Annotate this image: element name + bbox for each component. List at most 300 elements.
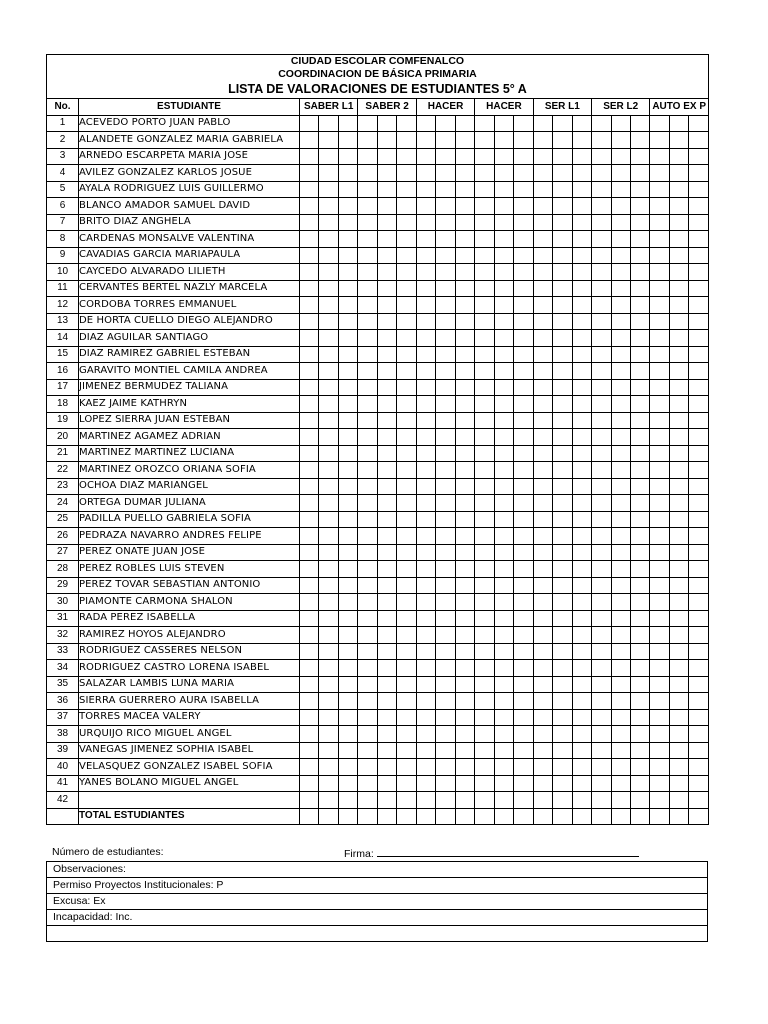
grade-cell[interactable] [514,759,533,776]
grade-cell[interactable] [514,742,533,759]
grade-cell[interactable] [514,363,533,380]
grade-cell[interactable] [300,627,319,644]
grade-cell[interactable] [358,132,377,149]
grade-cell[interactable] [455,627,474,644]
grade-cell[interactable] [397,544,416,561]
grade-cell[interactable] [553,561,572,578]
grade-cell[interactable] [455,231,474,248]
grade-cell[interactable] [416,643,435,660]
grade-cell[interactable] [553,280,572,297]
grade-cell[interactable] [475,511,494,528]
grade-cell[interactable] [397,759,416,776]
grade-cell[interactable] [592,709,611,726]
grade-cell[interactable] [533,742,552,759]
grade-cell[interactable] [611,577,630,594]
grade-cell[interactable] [533,330,552,347]
grade-cell[interactable] [475,363,494,380]
grade-cell[interactable] [319,610,338,627]
grade-cell[interactable] [611,808,630,825]
grade-cell[interactable] [689,330,709,347]
grade-cell[interactable] [669,808,688,825]
grade-cell[interactable] [553,132,572,149]
grade-cell[interactable] [650,247,669,264]
grade-cell[interactable] [650,742,669,759]
grade-cell[interactable] [533,165,552,182]
grade-cell[interactable] [592,544,611,561]
grade-cell[interactable] [300,742,319,759]
grade-cell[interactable] [533,610,552,627]
grade-cell[interactable] [494,726,513,743]
grade-cell[interactable] [630,214,649,231]
grade-cell[interactable] [514,181,533,198]
grade-cell[interactable] [300,660,319,677]
grade-cell[interactable] [455,742,474,759]
grade-cell[interactable] [494,280,513,297]
grade-cell[interactable] [630,412,649,429]
grade-cell[interactable] [436,495,455,512]
grade-cell[interactable] [611,478,630,495]
grade-cell[interactable] [650,610,669,627]
grade-cell[interactable] [572,726,591,743]
grade-cell[interactable] [572,412,591,429]
grade-cell[interactable] [416,544,435,561]
grade-cell[interactable] [553,346,572,363]
grade-cell[interactable] [436,742,455,759]
grade-cell[interactable] [494,561,513,578]
grade-cell[interactable] [455,412,474,429]
grade-cell[interactable] [611,792,630,809]
grade-cell[interactable] [630,742,649,759]
grade-cell[interactable] [669,478,688,495]
grade-cell[interactable] [572,792,591,809]
grade-cell[interactable] [475,594,494,611]
grade-cell[interactable] [455,198,474,215]
grade-cell[interactable] [689,759,709,776]
grade-cell[interactable] [553,643,572,660]
grade-cell[interactable] [572,231,591,248]
grade-cell[interactable] [475,577,494,594]
grade-cell[interactable] [377,231,396,248]
grade-cell[interactable] [572,759,591,776]
grade-cell[interactable] [436,792,455,809]
grade-cell[interactable] [358,676,377,693]
grade-cell[interactable] [611,181,630,198]
grade-cell[interactable] [338,412,357,429]
grade-cell[interactable] [416,742,435,759]
grade-cell[interactable] [377,627,396,644]
grade-cell[interactable] [319,693,338,710]
grade-cell[interactable] [592,115,611,132]
grade-cell[interactable] [358,297,377,314]
grade-cell[interactable] [319,511,338,528]
grade-cell[interactable] [377,132,396,149]
grade-cell[interactable] [358,231,377,248]
grade-cell[interactable] [494,709,513,726]
grade-cell[interactable] [300,181,319,198]
grade-cell[interactable] [553,742,572,759]
grade-cell[interactable] [514,231,533,248]
grade-cell[interactable] [397,742,416,759]
grade-cell[interactable] [553,330,572,347]
grade-cell[interactable] [611,594,630,611]
grade-cell[interactable] [514,544,533,561]
grade-cell[interactable] [533,264,552,281]
grade-cell[interactable] [533,627,552,644]
grade-cell[interactable] [358,544,377,561]
grade-cell[interactable] [514,643,533,660]
grade-cell[interactable] [533,709,552,726]
grade-cell[interactable] [436,148,455,165]
grade-cell[interactable] [611,511,630,528]
grade-cell[interactable] [494,462,513,479]
grade-cell[interactable] [533,561,552,578]
grade-cell[interactable] [650,363,669,380]
grade-cell[interactable] [397,676,416,693]
signature-field[interactable] [344,846,639,860]
grade-cell[interactable] [455,445,474,462]
grade-cell[interactable] [650,297,669,314]
grade-cell[interactable] [436,264,455,281]
grade-cell[interactable] [358,429,377,446]
grade-cell[interactable] [494,610,513,627]
grade-cell[interactable] [689,511,709,528]
grade-cell[interactable] [572,544,591,561]
grade-cell[interactable] [397,396,416,413]
grade-cell[interactable] [338,610,357,627]
grade-cell[interactable] [592,577,611,594]
grade-cell[interactable] [689,396,709,413]
grade-cell[interactable] [358,165,377,182]
grade-cell[interactable] [630,693,649,710]
grade-cell[interactable] [514,330,533,347]
grade-cell[interactable] [475,379,494,396]
grade-cell[interactable] [416,775,435,792]
grade-cell[interactable] [572,808,591,825]
grade-cell[interactable] [494,412,513,429]
grade-cell[interactable] [436,561,455,578]
grade-cell[interactable] [416,280,435,297]
grade-cell[interactable] [455,775,474,792]
grade-cell[interactable] [319,280,338,297]
grade-cell[interactable] [475,198,494,215]
grade-cell[interactable] [436,610,455,627]
grade-cell[interactable] [553,792,572,809]
grade-cell[interactable] [416,396,435,413]
grade-cell[interactable] [572,693,591,710]
grade-cell[interactable] [397,231,416,248]
grade-cell[interactable] [319,528,338,545]
grade-cell[interactable] [358,346,377,363]
grade-cell[interactable] [572,297,591,314]
grade-cell[interactable] [514,676,533,693]
grade-cell[interactable] [650,709,669,726]
grade-cell[interactable] [338,726,357,743]
grade-cell[interactable] [455,693,474,710]
grade-cell[interactable] [689,478,709,495]
grade-cell[interactable] [592,478,611,495]
grade-cell[interactable] [650,231,669,248]
grade-cell[interactable] [630,544,649,561]
grade-cell[interactable] [533,544,552,561]
grade-cell[interactable] [650,676,669,693]
grade-cell[interactable] [436,396,455,413]
grade-cell[interactable] [377,165,396,182]
grade-cell[interactable] [436,214,455,231]
grade-cell[interactable] [592,561,611,578]
grade-cell[interactable] [592,363,611,380]
grade-cell[interactable] [630,132,649,149]
grade-cell[interactable] [455,115,474,132]
grade-cell[interactable] [514,297,533,314]
grade-cell[interactable] [650,759,669,776]
grade-cell[interactable] [319,148,338,165]
grade-cell[interactable] [338,693,357,710]
grade-cell[interactable] [338,132,357,149]
grade-cell[interactable] [689,214,709,231]
grade-cell[interactable] [611,693,630,710]
grade-cell[interactable] [650,627,669,644]
grade-cell[interactable] [475,693,494,710]
grade-cell[interactable] [319,181,338,198]
grade-cell[interactable] [553,544,572,561]
grade-cell[interactable] [475,115,494,132]
grade-cell[interactable] [514,693,533,710]
grade-cell[interactable] [358,561,377,578]
grade-cell[interactable] [669,544,688,561]
grade-cell[interactable] [319,330,338,347]
grade-cell[interactable] [397,198,416,215]
grade-cell[interactable] [553,577,572,594]
grade-cell[interactable] [553,627,572,644]
grade-cell[interactable] [338,511,357,528]
grade-cell[interactable] [416,511,435,528]
grade-cell[interactable] [553,676,572,693]
grade-cell[interactable] [358,148,377,165]
grade-cell[interactable] [416,676,435,693]
grade-cell[interactable] [533,759,552,776]
grade-cell[interactable] [494,627,513,644]
grade-cell[interactable] [650,495,669,512]
grade-cell[interactable] [592,528,611,545]
grade-cell[interactable] [592,759,611,776]
grade-cell[interactable] [533,280,552,297]
grade-cell[interactable] [689,544,709,561]
grade-cell[interactable] [689,577,709,594]
grade-cell[interactable] [669,660,688,677]
grade-cell[interactable] [630,561,649,578]
grade-cell[interactable] [630,759,649,776]
grade-cell[interactable] [630,247,649,264]
grade-cell[interactable] [397,594,416,611]
grade-cell[interactable] [669,313,688,330]
grade-cell[interactable] [436,627,455,644]
grade-cell[interactable] [592,396,611,413]
grade-cell[interactable] [475,165,494,182]
grade-cell[interactable] [689,412,709,429]
grade-cell[interactable] [358,280,377,297]
grade-cell[interactable] [338,264,357,281]
grade-cell[interactable] [572,181,591,198]
grade-cell[interactable] [300,214,319,231]
grade-cell[interactable] [338,148,357,165]
grade-cell[interactable] [494,379,513,396]
grade-cell[interactable] [397,643,416,660]
grade-cell[interactable] [611,247,630,264]
grade-cell[interactable] [689,247,709,264]
grade-cell[interactable] [416,330,435,347]
grade-cell[interactable] [338,775,357,792]
grade-cell[interactable] [689,676,709,693]
grade-cell[interactable] [630,148,649,165]
grade-cell[interactable] [592,330,611,347]
grade-cell[interactable] [319,709,338,726]
grade-cell[interactable] [475,478,494,495]
grade-cell[interactable] [377,759,396,776]
grade-cell[interactable] [611,165,630,182]
grade-cell[interactable] [669,775,688,792]
grade-cell[interactable] [669,759,688,776]
grade-cell[interactable] [630,379,649,396]
grade-cell[interactable] [377,396,396,413]
grade-cell[interactable] [494,165,513,182]
grade-cell[interactable] [611,445,630,462]
grade-cell[interactable] [338,297,357,314]
grade-cell[interactable] [553,693,572,710]
grade-cell[interactable] [377,181,396,198]
grade-cell[interactable] [300,610,319,627]
grade-cell[interactable] [592,511,611,528]
grade-cell[interactable] [338,165,357,182]
grade-cell[interactable] [533,148,552,165]
grade-cell[interactable] [436,429,455,446]
grade-cell[interactable] [338,346,357,363]
grade-cell[interactable] [514,511,533,528]
grade-cell[interactable] [300,313,319,330]
grade-cell[interactable] [300,577,319,594]
grade-cell[interactable] [455,379,474,396]
grade-cell[interactable] [358,775,377,792]
grade-cell[interactable] [572,115,591,132]
grade-cell[interactable] [592,148,611,165]
grade-cell[interactable] [533,132,552,149]
grade-cell[interactable] [494,792,513,809]
grade-cell[interactable] [533,346,552,363]
grade-cell[interactable] [494,775,513,792]
grade-cell[interactable] [319,264,338,281]
grade-cell[interactable] [436,445,455,462]
grade-cell[interactable] [630,643,649,660]
grade-cell[interactable] [650,396,669,413]
grade-cell[interactable] [611,330,630,347]
grade-cell[interactable] [436,313,455,330]
grade-cell[interactable] [611,462,630,479]
grade-cell[interactable] [436,132,455,149]
grade-cell[interactable] [397,148,416,165]
grade-cell[interactable] [436,808,455,825]
grade-cell[interactable] [455,247,474,264]
grade-cell[interactable] [630,363,649,380]
grade-cell[interactable] [592,231,611,248]
grade-cell[interactable] [358,363,377,380]
grade-cell[interactable] [436,412,455,429]
grade-cell[interactable] [475,148,494,165]
grade-cell[interactable] [338,544,357,561]
grade-cell[interactable] [669,594,688,611]
grade-cell[interactable] [592,165,611,182]
grade-cell[interactable] [377,412,396,429]
grade-cell[interactable] [514,627,533,644]
grade-cell[interactable] [630,115,649,132]
grade-cell[interactable] [630,198,649,215]
grade-cell[interactable] [436,297,455,314]
grade-cell[interactable] [377,561,396,578]
grade-cell[interactable] [319,643,338,660]
grade-cell[interactable] [436,528,455,545]
grade-cell[interactable] [300,462,319,479]
grade-cell[interactable] [689,165,709,182]
grade-cell[interactable] [572,462,591,479]
grade-cell[interactable] [553,462,572,479]
grade-cell[interactable] [630,280,649,297]
grade-cell[interactable] [533,660,552,677]
grade-cell[interactable] [669,511,688,528]
grade-cell[interactable] [572,379,591,396]
grade-cell[interactable] [689,280,709,297]
grade-cell[interactable] [494,264,513,281]
grade-cell[interactable] [377,478,396,495]
grade-cell[interactable] [514,775,533,792]
grade-cell[interactable] [358,313,377,330]
grade-cell[interactable] [319,792,338,809]
grade-cell[interactable] [533,808,552,825]
grade-cell[interactable] [377,709,396,726]
grade-cell[interactable] [300,561,319,578]
grade-cell[interactable] [319,594,338,611]
grade-cell[interactable] [514,528,533,545]
grade-cell[interactable] [397,330,416,347]
grade-cell[interactable] [689,132,709,149]
grade-cell[interactable] [630,445,649,462]
grade-cell[interactable] [397,264,416,281]
grade-cell[interactable] [455,363,474,380]
grade-cell[interactable] [514,561,533,578]
grade-cell[interactable] [455,346,474,363]
grade-cell[interactable] [689,198,709,215]
grade-cell[interactable] [669,429,688,446]
grade-cell[interactable] [669,346,688,363]
grade-cell[interactable] [630,396,649,413]
grade-cell[interactable] [300,528,319,545]
grade-cell[interactable] [436,363,455,380]
grade-cell[interactable] [455,792,474,809]
grade-cell[interactable] [494,330,513,347]
grade-cell[interactable] [300,165,319,182]
grade-cell[interactable] [592,594,611,611]
grade-cell[interactable] [689,115,709,132]
grade-cell[interactable] [514,198,533,215]
grade-cell[interactable] [494,346,513,363]
grade-cell[interactable] [319,115,338,132]
grade-cell[interactable] [300,132,319,149]
grade-cell[interactable] [572,165,591,182]
grade-cell[interactable] [592,775,611,792]
grade-cell[interactable] [494,808,513,825]
grade-cell[interactable] [553,231,572,248]
grade-cell[interactable] [416,231,435,248]
grade-cell[interactable] [300,445,319,462]
grade-cell[interactable] [611,528,630,545]
grade-cell[interactable] [494,676,513,693]
